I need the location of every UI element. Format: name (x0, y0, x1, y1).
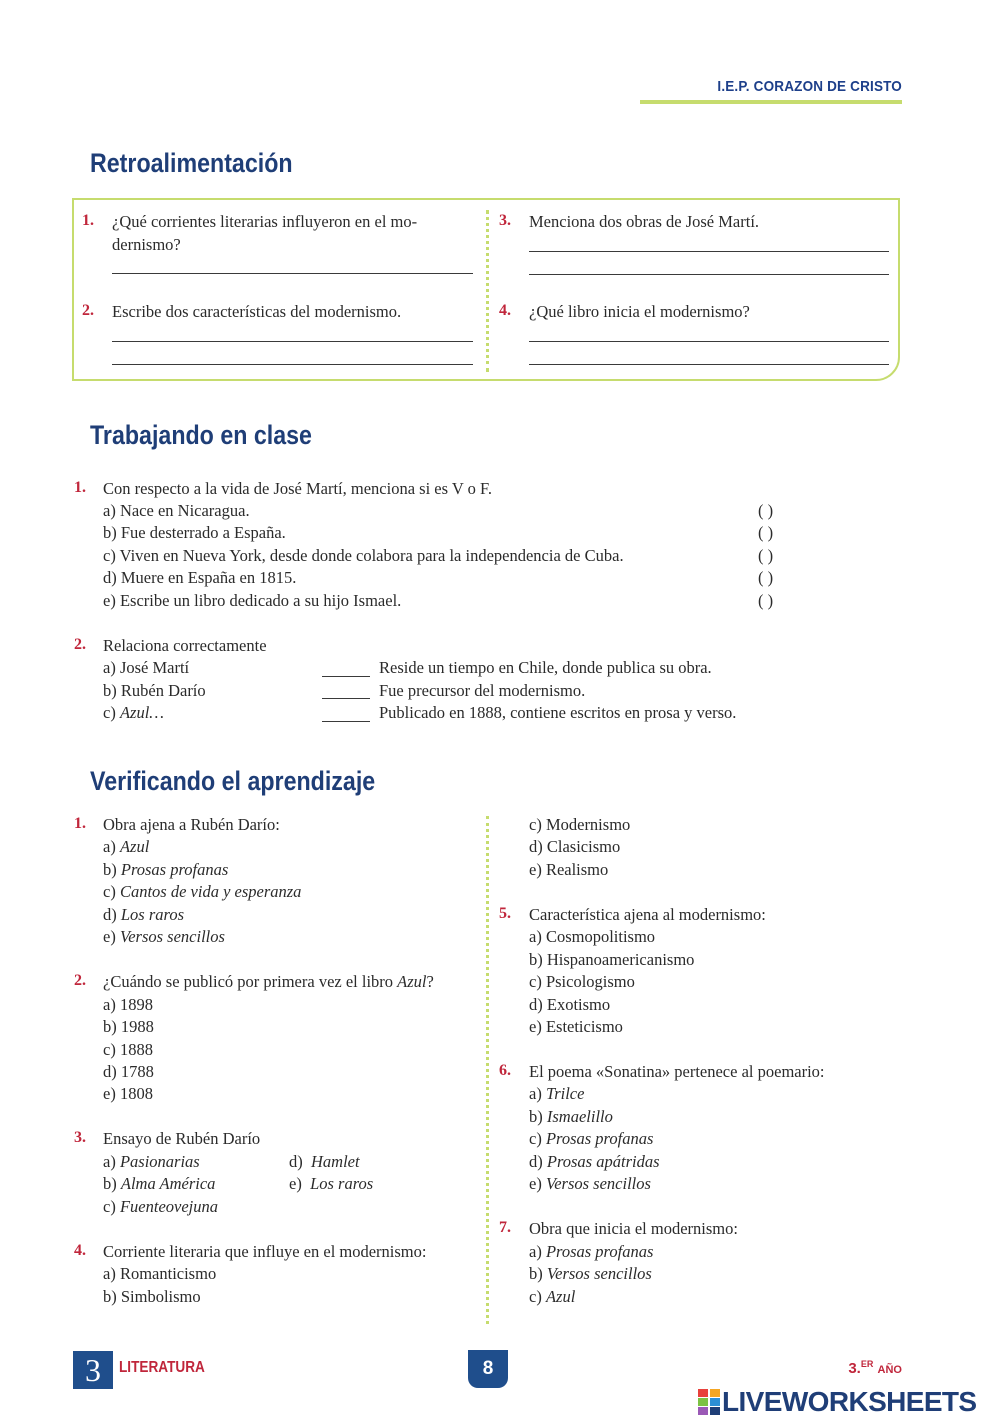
ver-q1-opt-c[interactable] (103, 881, 301, 904)
trab-q2-blank-2[interactable] (322, 698, 370, 699)
ver-q3-opt-b-letter: b) (103, 1174, 117, 1193)
ver-q5-opt-a[interactable]: a) Cosmopolitismo (529, 927, 656, 946)
ver-q6-opt-b[interactable] (529, 1106, 613, 1129)
trab-q1-answer-a[interactable]: ( ) (758, 501, 774, 520)
ver-q3-opt-b[interactable] (103, 1173, 215, 1196)
ver-q2-opt-a[interactable]: a) 1898 (103, 995, 153, 1014)
ver-q3-opt-c-letter: c) (103, 1197, 116, 1216)
ver-q6-opt-c-letter: c) (529, 1129, 542, 1148)
retro-q3-text: Menciona dos obras de José Martí. (529, 212, 760, 231)
ver-q6-opt-a[interactable] (529, 1083, 584, 1106)
trab-q2-number: 2. (74, 636, 86, 653)
ver-q5-opt-c[interactable]: c) Psicologismo (529, 972, 635, 991)
ver-q3-opt-d-letter: d) (289, 1152, 303, 1171)
trab-q2-left-b: b) Rubén Darío (103, 681, 206, 700)
ver-q7-text: Obra que inicia el modernismo: (529, 1219, 738, 1238)
ver-q3-opt-c[interactable] (103, 1196, 218, 1219)
retro-q1-line1: ¿Qué corrientes literarias influyeron en el mo- (112, 212, 418, 231)
retro-q2-number: 2. (82, 302, 94, 319)
ver-q7-number: 7. (499, 1219, 511, 1236)
trab-q1-item-c: c) Viven en Nueva York, desde donde colabora para la independencia de Cuba. (103, 546, 624, 565)
retro-q3-answer-line-2[interactable] (529, 274, 889, 275)
trab-q1-item-d: d) Muere en España en 1815. (103, 568, 297, 587)
retro-divider (486, 210, 489, 372)
trab-q2-blank-1[interactable] (322, 676, 370, 677)
ver-q4-opt-e[interactable]: e) Realismo (529, 860, 609, 879)
trab-q1-item-e: e) Escribe un libro dedicado a su hijo Ismael. (103, 591, 402, 610)
liveworksheets-logo-icon (698, 1389, 720, 1415)
ver-q2-text-post: ? (426, 972, 434, 991)
ver-q1-opt-e-letter: e) (103, 927, 116, 946)
trab-q1-item-a: a) Nace en Nicaragua. (103, 501, 250, 520)
ver-q1-opt-a-letter: a) (103, 837, 116, 856)
footer-grade (820, 1359, 902, 1377)
ver-q7-opt-b-text: Versos sencillos (546, 1264, 652, 1283)
trab-q2-left-c-title: Azul… (119, 703, 164, 722)
ver-q5-opt-d[interactable]: d) Exotismo (529, 995, 611, 1014)
verificando-divider (486, 816, 489, 1324)
retro-q4-number: 4. (499, 302, 511, 319)
footer-grade-word: AÑO (877, 1364, 902, 1376)
ver-q1-opt-e[interactable] (103, 926, 225, 949)
ver-q6-opt-e[interactable] (529, 1173, 651, 1196)
page-number: 8 (468, 1350, 508, 1388)
retro-q1-answer-line[interactable] (112, 273, 473, 274)
ver-q5-number: 5. (499, 905, 511, 922)
ver-q7-opt-a-letter: a) (529, 1242, 542, 1261)
ver-q4-number: 4. (74, 1242, 86, 1259)
ver-q2-opt-e[interactable]: e) 1808 (103, 1084, 153, 1103)
school-name: I.E.P. CORAZON DE CRISTO (717, 78, 902, 95)
ver-q3-opt-a-text: Pasionarias (119, 1152, 200, 1171)
trab-q1-answer-b[interactable]: ( ) (758, 523, 774, 542)
ver-q6-opt-d[interactable] (529, 1151, 660, 1174)
trab-q2-text: Relaciona correctamente (103, 636, 267, 655)
trab-q2-left-a: a) José Martí (103, 658, 190, 677)
ver-q1-opt-e-text: Versos sencillos (119, 927, 225, 946)
ver-q6-opt-c[interactable] (529, 1128, 653, 1151)
ver-q4-opt-b[interactable]: b) Simbolismo (103, 1287, 201, 1306)
footer-grade-num: 3. (848, 1360, 861, 1377)
footer-grade-sup: ER (860, 1359, 874, 1369)
retro-q1-text (112, 211, 474, 256)
ver-q2-text-pre: ¿Cuándo se publicó por primera vez el libro (103, 972, 398, 991)
retro-q1-line2: dernismo? (112, 234, 181, 254)
ver-q6-opt-a-text: Trilce (545, 1084, 585, 1103)
retro-q1-number: 1. (82, 212, 94, 229)
ver-q4-text: Corriente literaria que influye en el modernismo: (103, 1242, 427, 1261)
trab-q2-left-c (103, 702, 164, 725)
ver-q2-opt-d[interactable]: d) 1788 (103, 1062, 154, 1081)
ver-q6-opt-c-text: Prosas profanas (545, 1129, 654, 1148)
ver-q7-opt-c[interactable] (529, 1286, 575, 1309)
ver-q3-opt-b-text: Alma América (120, 1174, 216, 1193)
ver-q3-number: 3. (74, 1129, 86, 1146)
ver-q6-number: 6. (499, 1062, 511, 1079)
ver-q3-opt-d[interactable] (289, 1151, 360, 1174)
ver-q3-text: Ensayo de Rubén Darío (103, 1129, 261, 1148)
section-title-verificando: Verificando el aprendizaje (90, 766, 376, 796)
trab-q2-blank-3[interactable] (322, 721, 370, 722)
retro-q4-text: ¿Qué libro inicia el modernismo? (529, 302, 750, 321)
ver-q1-opt-b[interactable] (103, 859, 228, 882)
footer-subject: LITERATURA (119, 1359, 205, 1376)
retro-q4-answer-line-2[interactable] (529, 364, 889, 365)
ver-q6-opt-b-letter: b) (529, 1107, 543, 1126)
ver-q6-opt-a-letter: a) (529, 1084, 542, 1103)
retro-q2-answer-line-1[interactable] (112, 341, 473, 342)
ver-q6-opt-d-text: Prosas apátridas (546, 1152, 660, 1171)
trab-q1-item-b: b) Fue desterrado a España. (103, 523, 286, 542)
ver-q4-opt-a[interactable]: a) Romanticismo (103, 1264, 217, 1283)
ver-q1-opt-d-letter: d) (103, 905, 117, 924)
ver-q6-opt-d-letter: d) (529, 1152, 543, 1171)
footer-grade-badge: 3 (73, 1351, 113, 1389)
ver-q1-opt-c-letter: c) (103, 882, 116, 901)
trab-q1-answer-c[interactable]: ( ) (758, 546, 774, 565)
ver-q1-opt-d[interactable] (103, 904, 184, 927)
ver-q1-opt-d-text: Los raros (120, 905, 184, 924)
ver-q2-text-title: Azul (397, 972, 427, 991)
ver-q6-opt-b-text: Ismaelillo (546, 1107, 613, 1126)
ver-q7-opt-c-letter: c) (529, 1287, 542, 1306)
ver-q6-opt-e-letter: e) (529, 1174, 542, 1193)
trab-q2-right-2: Fue precursor del modernismo. (379, 681, 586, 700)
ver-q3-opt-c-text: Fuenteovejuna (119, 1197, 218, 1216)
ver-q4-opt-d[interactable]: d) Clasicismo (529, 837, 621, 856)
ver-q1-opt-a-text: Azul (119, 837, 150, 856)
retro-q3-number: 3. (499, 212, 511, 229)
ver-q7-opt-a-text: Prosas profanas (545, 1242, 654, 1261)
trab-q2-right-1: Reside un tiempo en Chile, donde publica su obra. (379, 658, 712, 677)
ver-q3-opt-a[interactable] (103, 1151, 200, 1174)
ver-q5-opt-b[interactable]: b) Hispanoamericanismo (529, 950, 695, 969)
ver-q5-text: Característica ajena al modernismo: (529, 905, 766, 924)
ver-q7-opt-c-text: Azul (545, 1287, 576, 1306)
trab-q1-number: 1. (74, 479, 86, 496)
trab-q1-answer-d[interactable]: ( ) (758, 568, 774, 587)
ver-q6-text: El poema «Sonatina» pertenece al poemario: (529, 1062, 825, 1081)
header-divider (640, 100, 902, 104)
ver-q7-opt-b-letter: b) (529, 1264, 543, 1283)
ver-q3-opt-e-letter: e) (289, 1174, 302, 1193)
ver-q2-number: 2. (74, 972, 86, 989)
ver-q2-opt-b[interactable]: b) 1988 (103, 1017, 154, 1036)
ver-q3-opt-a-letter: a) (103, 1152, 116, 1171)
ver-q1-opt-a[interactable] (103, 836, 149, 859)
ver-q1-number: 1. (74, 815, 86, 832)
section-title-trabajando: Trabajando en clase (90, 420, 312, 450)
retro-q3-answer-line-1[interactable] (529, 251, 889, 252)
trab-q2-right-3: Publicado en 1888, contiene escritos en prosa y verso. (379, 703, 737, 722)
ver-q7-opt-b[interactable] (529, 1263, 652, 1286)
ver-q1-opt-b-letter: b) (103, 860, 117, 879)
ver-q3-opt-d-text: Hamlet (311, 1152, 360, 1171)
ver-q3-opt-e[interactable] (289, 1173, 373, 1196)
retro-q2-answer-line-2[interactable] (112, 364, 473, 365)
ver-q1-opt-c-text: Cantos de vida y esperanza (119, 882, 302, 901)
trab-q1-text: Con respecto a la vida de José Martí, menciona si es V o F. (103, 479, 492, 498)
ver-q1-text: Obra ajena a Rubén Darío: (103, 815, 280, 834)
ver-q1-opt-b-text: Prosas profanas (120, 860, 229, 879)
ver-q2-text (103, 971, 434, 994)
ver-q5-opt-e[interactable]: e) Esteticismo (529, 1017, 623, 1036)
retro-q4-answer-line-1[interactable] (529, 341, 889, 342)
ver-q6-opt-e-text: Versos sencillos (545, 1174, 651, 1193)
section-title-retroalimentacion: Retroalimentación (90, 148, 293, 178)
ver-q7-opt-a[interactable] (529, 1241, 653, 1264)
liveworksheets-watermark[interactable] (698, 1386, 994, 1418)
retro-q2-text: Escribe dos características del modernismo. (112, 302, 402, 321)
trab-q2-left-c-label: c) (103, 703, 120, 722)
trab-q1-answer-e[interactable]: ( ) (758, 591, 774, 610)
liveworksheets-text: LIVEWORKSHEETS (722, 1386, 977, 1417)
ver-q2-opt-c[interactable]: c) 1888 (103, 1040, 153, 1059)
ver-q4-opt-c[interactable]: c) Modernismo (529, 815, 631, 834)
ver-q3-opt-e-text: Los raros (310, 1174, 374, 1193)
